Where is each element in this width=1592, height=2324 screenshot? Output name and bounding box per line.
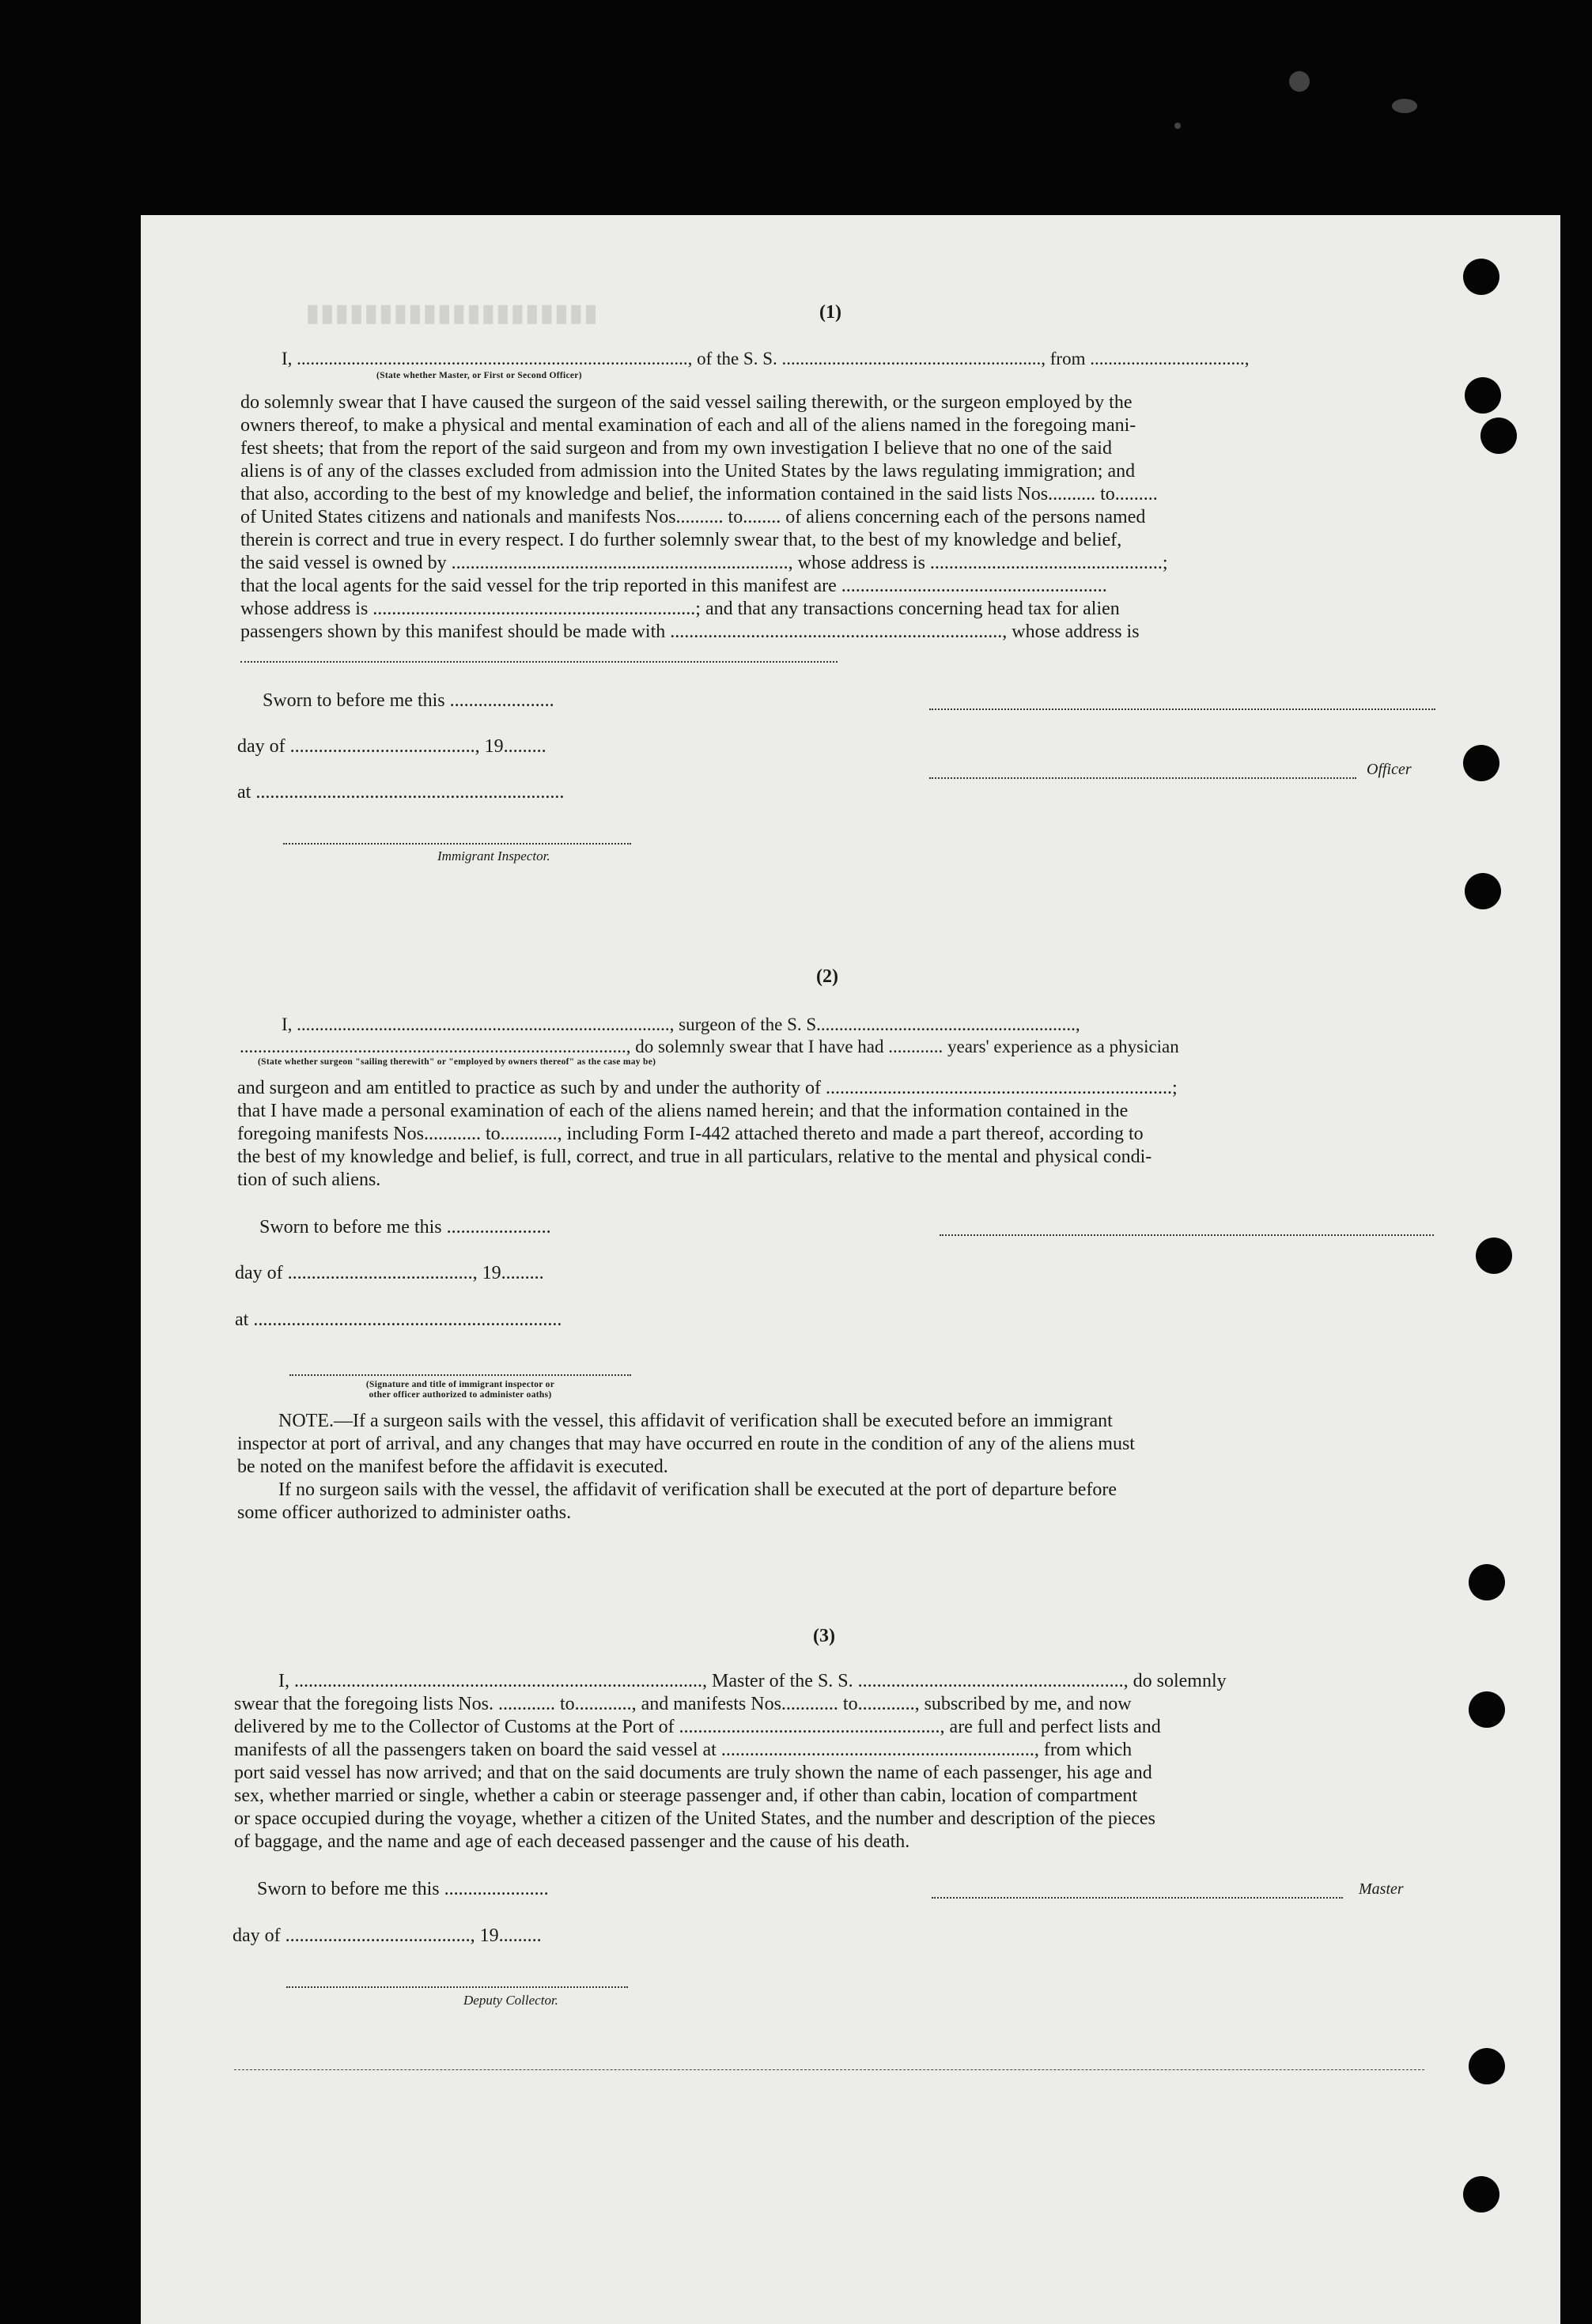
paragraph-line: delivered by me to the Collector of Customs at the Port of ......................................................., are full and perfect lists and	[234, 1717, 1161, 1737]
section-1-paragraph	[240, 391, 1439, 644]
smudge-mark	[1392, 99, 1417, 113]
section-1-subnote: (State whether Master, or First or Second Officer)	[376, 371, 582, 380]
section-1-heading: (1)	[819, 302, 841, 323]
section-3-paragraph	[234, 1670, 1430, 1854]
paragraph-line: or space occupied during the voyage, whether a citizen of the United States, and the number and description of the pieces	[234, 1808, 1155, 1829]
paragraph-line: do solemnly swear that I have caused the surgeon of the said vessel sailing therewith, or the surgeon employed by the	[240, 392, 1133, 413]
punch-hole	[1463, 2176, 1499, 2213]
note-paragraph	[237, 1410, 1435, 1525]
paragraph-line: tion of such aliens.	[237, 1170, 381, 1190]
inspector-signature-line	[289, 1374, 631, 1376]
signature-note-line: (Signature and title of immigrant inspector or	[365, 1380, 555, 1389]
paragraph-line: NOTE.—If a surgeon sails with the vessel, this affidavit of verification shall be executed before an immigrant	[278, 1411, 1113, 1431]
section-2-paragraph	[237, 1077, 1435, 1192]
paragraph-line: fest sheets; that from the report of the said surgeon and from my own investigation I believe that no one of the said	[240, 438, 1112, 459]
day-of-2: day of ......................................., 19.........	[235, 1263, 544, 1283]
signature-note-line: other officer authorized to administer oaths)	[369, 1390, 552, 1400]
paragraph-line: of United States citizens and nationals and manifests Nos.......... to........ of aliens concerning each of the persons named	[240, 507, 1146, 527]
sworn-before-me-3: Sworn to before me this ......................	[257, 1879, 549, 1899]
sworn-before-me-2: Sworn to before me this ......................	[259, 1217, 551, 1238]
section-3-heading: (3)	[813, 1626, 835, 1646]
paragraph-line: manifests of all the passengers taken on board the said vessel at .................................................................., from which	[234, 1740, 1133, 1760]
section-1-first-line: I, ......................................................................................, of the S. S. ........................................................., from ..................................,	[282, 349, 1250, 368]
paragraph-line: I, ......................................................................................, Master of the S. S. ........................................................, do solemnly	[278, 1671, 1227, 1691]
master-signature-line	[932, 1897, 1343, 1899]
officer-signature-line	[929, 777, 1356, 779]
bottom-rule	[234, 2069, 1424, 2070]
paragraph-line: the best of my knowledge and belief, is full, correct, and true in all particulars, relative to the mental and physical condi-	[237, 1147, 1152, 1167]
paragraph-line: owners thereof, to make a physical and mental examination of each and all of the aliens named in the foregoing mani-	[240, 415, 1136, 436]
day-of-1: day of ......................................., 19.........	[237, 736, 546, 757]
sworn-before-me-1: Sworn to before me this ......................	[263, 690, 554, 711]
punch-hole	[1469, 2048, 1505, 2084]
at-place-1: at .................................................................	[237, 782, 565, 803]
punch-hole	[1465, 873, 1501, 909]
signature-note	[289, 1380, 631, 1400]
paragraph-line: and surgeon and am entitled to practice as such by and under the authority of .........................................................................;	[237, 1078, 1178, 1098]
paragraph-line: be noted on the manifest before the affidavit is executed.	[237, 1457, 668, 1477]
paragraph-line: foregoing manifests Nos............ to............, including Form I-442 attached thereto and made a part thereof, according to	[237, 1124, 1144, 1144]
section-2-subnote: (State whether surgeon "sailing therewith" or "employed by owners thereof" as the case may be)	[258, 1057, 656, 1067]
punch-hole	[1480, 418, 1517, 454]
paragraph-line: whose address is ....................................................................; and that any transactions concerning head tax for alien	[240, 599, 1120, 619]
paragraph-line: the said vessel is owned by ......................................................................., whose address is .................................................;	[240, 553, 1168, 573]
day-of-3: day of ......................................., 19.........	[233, 1925, 542, 1946]
paragraph-line: swear that the foregoing lists Nos. ............ to............, and manifests Nos............ to............, subscribed by me, and now	[234, 1694, 1132, 1714]
punch-hole	[1476, 1238, 1512, 1274]
deputy-signature-line	[286, 1986, 628, 1988]
punch-hole	[1463, 259, 1499, 295]
paragraph-line: therein is correct and true in every respect. I do further solemnly swear that, to the best of my knowledge and belief,	[240, 530, 1122, 550]
immigrant-inspector-label: Immigrant Inspector.	[437, 848, 550, 863]
deputy-collector-label: Deputy Collector.	[463, 1993, 558, 2008]
address-blank-line	[240, 661, 838, 663]
smudge-mark	[1174, 123, 1181, 129]
section-2-second-line: ....................................................................................., do solemnly swear that I have had ............ years' experience as a physician	[240, 1037, 1179, 1056]
paragraph-line: inspector at port of arrival, and any changes that may have occurred en route in the condition of any of the aliens must	[237, 1434, 1135, 1454]
punch-hole	[1469, 1691, 1505, 1728]
officer-label: Officer	[1367, 761, 1412, 778]
signature-line	[929, 709, 1435, 710]
paragraph-line: that also, according to the best of my knowledge and belief, the information contained in the said lists Nos.......... to.........	[240, 484, 1158, 504]
smudge-mark	[1289, 71, 1310, 92]
master-label: Master	[1359, 1880, 1404, 1898]
paragraph-line: aliens is of any of the classes excluded from admission into the United States by the laws regulating immigration; and	[240, 461, 1136, 482]
inspector-signature-line	[283, 843, 631, 845]
section-2-heading: (2)	[816, 966, 838, 987]
punch-hole	[1463, 745, 1499, 781]
section-2-first-line: I, .................................................................................., surgeon of the S. S.........................................................,	[282, 1015, 1080, 1034]
bleed-through-mark: ▮▮▮▮▮▮▮▮▮▮▮▮▮▮▮▮▮▮▮▮	[304, 303, 598, 329]
paragraph-line: some officer authorized to administer oaths.	[237, 1502, 572, 1523]
surgeon-signature-line	[940, 1234, 1434, 1236]
at-place-2: at .................................................................	[235, 1309, 562, 1330]
paragraph-line: port said vessel has now arrived; and that on the said documents are truly shown the name of each passenger, his age and	[234, 1763, 1152, 1783]
paragraph-line: If no surgeon sails with the vessel, the affidavit of verification shall be executed at the port of departure before	[278, 1479, 1117, 1500]
paragraph-line: that I have made a personal examination of each of the aliens named herein; and that the information contained in the	[237, 1101, 1129, 1121]
paragraph-line: that the local agents for the said vessel for the trip reported in this manifest are ........................................................	[240, 576, 1107, 596]
punch-hole	[1469, 1564, 1505, 1600]
paragraph-line: passengers shown by this manifest should be made with ......................................................................, whose address is	[240, 622, 1140, 642]
punch-hole	[1465, 377, 1501, 414]
paragraph-line: sex, whether married or single, whether a cabin or steerage passenger and, if other than cabin, location of compartment	[234, 1786, 1138, 1806]
paragraph-line: of baggage, and the name and age of each deceased passenger and the cause of his death.	[234, 1831, 910, 1852]
